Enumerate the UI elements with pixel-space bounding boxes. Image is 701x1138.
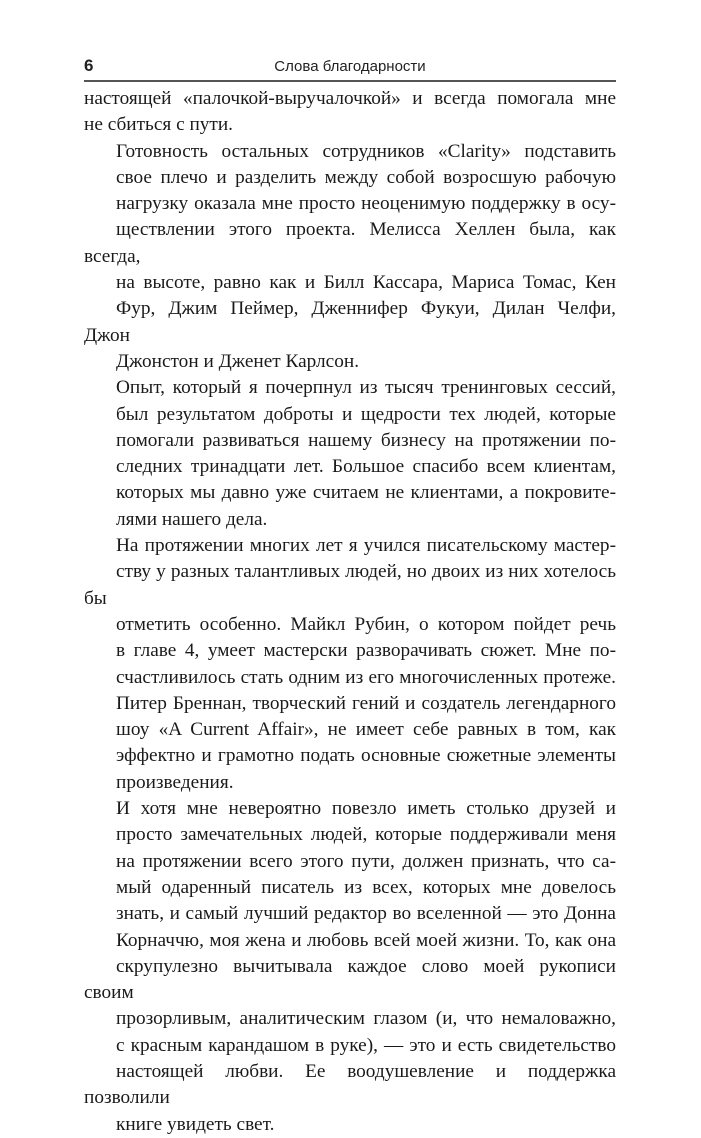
- text-line: которых мы давно уже считаем не клиентами, а покровите-: [116, 482, 616, 504]
- text-line: Корначчю, моя жена и любовь всей моей жизни. То, как она: [116, 929, 616, 951]
- text-line: ству у разных талантливых людей, но двоих из них хотелось бы: [84, 561, 616, 609]
- text-line: прозорливым, аналитическим глазом (и, что немаловажно,: [116, 1008, 616, 1030]
- text-line: Фур, Джим Пеймер, Дженнифер Фукуи, Дилан Челфи, Джон: [84, 298, 616, 346]
- text-line: не сбиться с пути.: [84, 114, 233, 136]
- text-line: с красным карандашом в руке), — это и есть свидетельство: [116, 1034, 616, 1056]
- text-line: книге увидеть свет.: [116, 1113, 275, 1135]
- paragraph: [84, 796, 616, 1138]
- text-line: лями нашего дела.: [116, 508, 268, 530]
- text-line: шоу «A Current Affair», не имеет себе равных в том, как: [116, 719, 616, 741]
- text-line: на высоте, равно как и Билл Кассара, Мариса Томас, Кен: [116, 272, 616, 294]
- paragraph: [84, 86, 616, 139]
- text-line: нагрузку оказала мне просто неоценимую поддержку в осу-: [116, 193, 616, 215]
- paragraph: [84, 375, 616, 533]
- text-line: Питер Бреннан, творческий гений и создатель легендарного: [116, 692, 616, 714]
- text-line: на протяжении всего этого пути, должен признать, что са-: [116, 850, 616, 872]
- text-line: счастливилось стать одним из его многочисленных протеже.: [116, 666, 616, 688]
- text-line: просто замечательных людей, которые поддерживали меня: [116, 824, 616, 846]
- text-line: ществлении этого проекта. Мелисса Хеллен была, как всегда,: [84, 219, 616, 267]
- text-line: следних тринадцати лет. Большое спасибо всем клиентам,: [116, 456, 616, 478]
- text-line: знать, и самый лучший редактор во вселенной — это Донна: [116, 903, 616, 925]
- text-line: скрупулезно вычитывала каждое слово моей рукописи своим: [84, 955, 616, 1004]
- text-line: отметить особенно. Майкл Рубин, о котором пойдет речь: [116, 613, 616, 635]
- text-line: был результатом доброты и щедрости тех людей, которые: [116, 403, 616, 425]
- paragraph: [84, 533, 616, 796]
- paragraph: [84, 139, 616, 376]
- text-line: свое плечо и разделить между собой возросшую рабочую: [116, 166, 616, 188]
- text-line: настоящей «палочкой-выручалочкой» и всегда помогала мне: [84, 88, 616, 109]
- text-line: Готовность остальных сотрудников «Clarity» подставить: [116, 140, 616, 162]
- running-title: Слова благодарности: [274, 58, 426, 75]
- text-line: Опыт, который я почерпнул из тысяч тренинговых сессий,: [116, 377, 616, 399]
- text-line: помогали развиваться нашему бизнесу на протяжении по-: [116, 429, 616, 451]
- body-text: [84, 86, 616, 1138]
- text-line: настоящей любви. Ее воодушевление и поддержка позволили: [84, 1060, 616, 1109]
- text-line: мый одаренный писатель из всех, которых мне довелось: [116, 876, 616, 898]
- text-line: произведения.: [116, 771, 234, 793]
- page-number: 6: [84, 56, 94, 75]
- text-line: На протяжении многих лет я учился писательскому мастер-: [116, 535, 616, 557]
- text-line: Джонстон и Дженет Карлсон.: [116, 350, 360, 372]
- page-header: [84, 52, 616, 82]
- text-line: эффектно и грамотно подать основные сюжетные элементы: [116, 745, 616, 767]
- text-line: в главе 4, умеет мастерски разворачивать сюжет. Мне по-: [116, 640, 616, 662]
- text-line: И хотя мне невероятно повезло иметь столько друзей и: [116, 798, 616, 820]
